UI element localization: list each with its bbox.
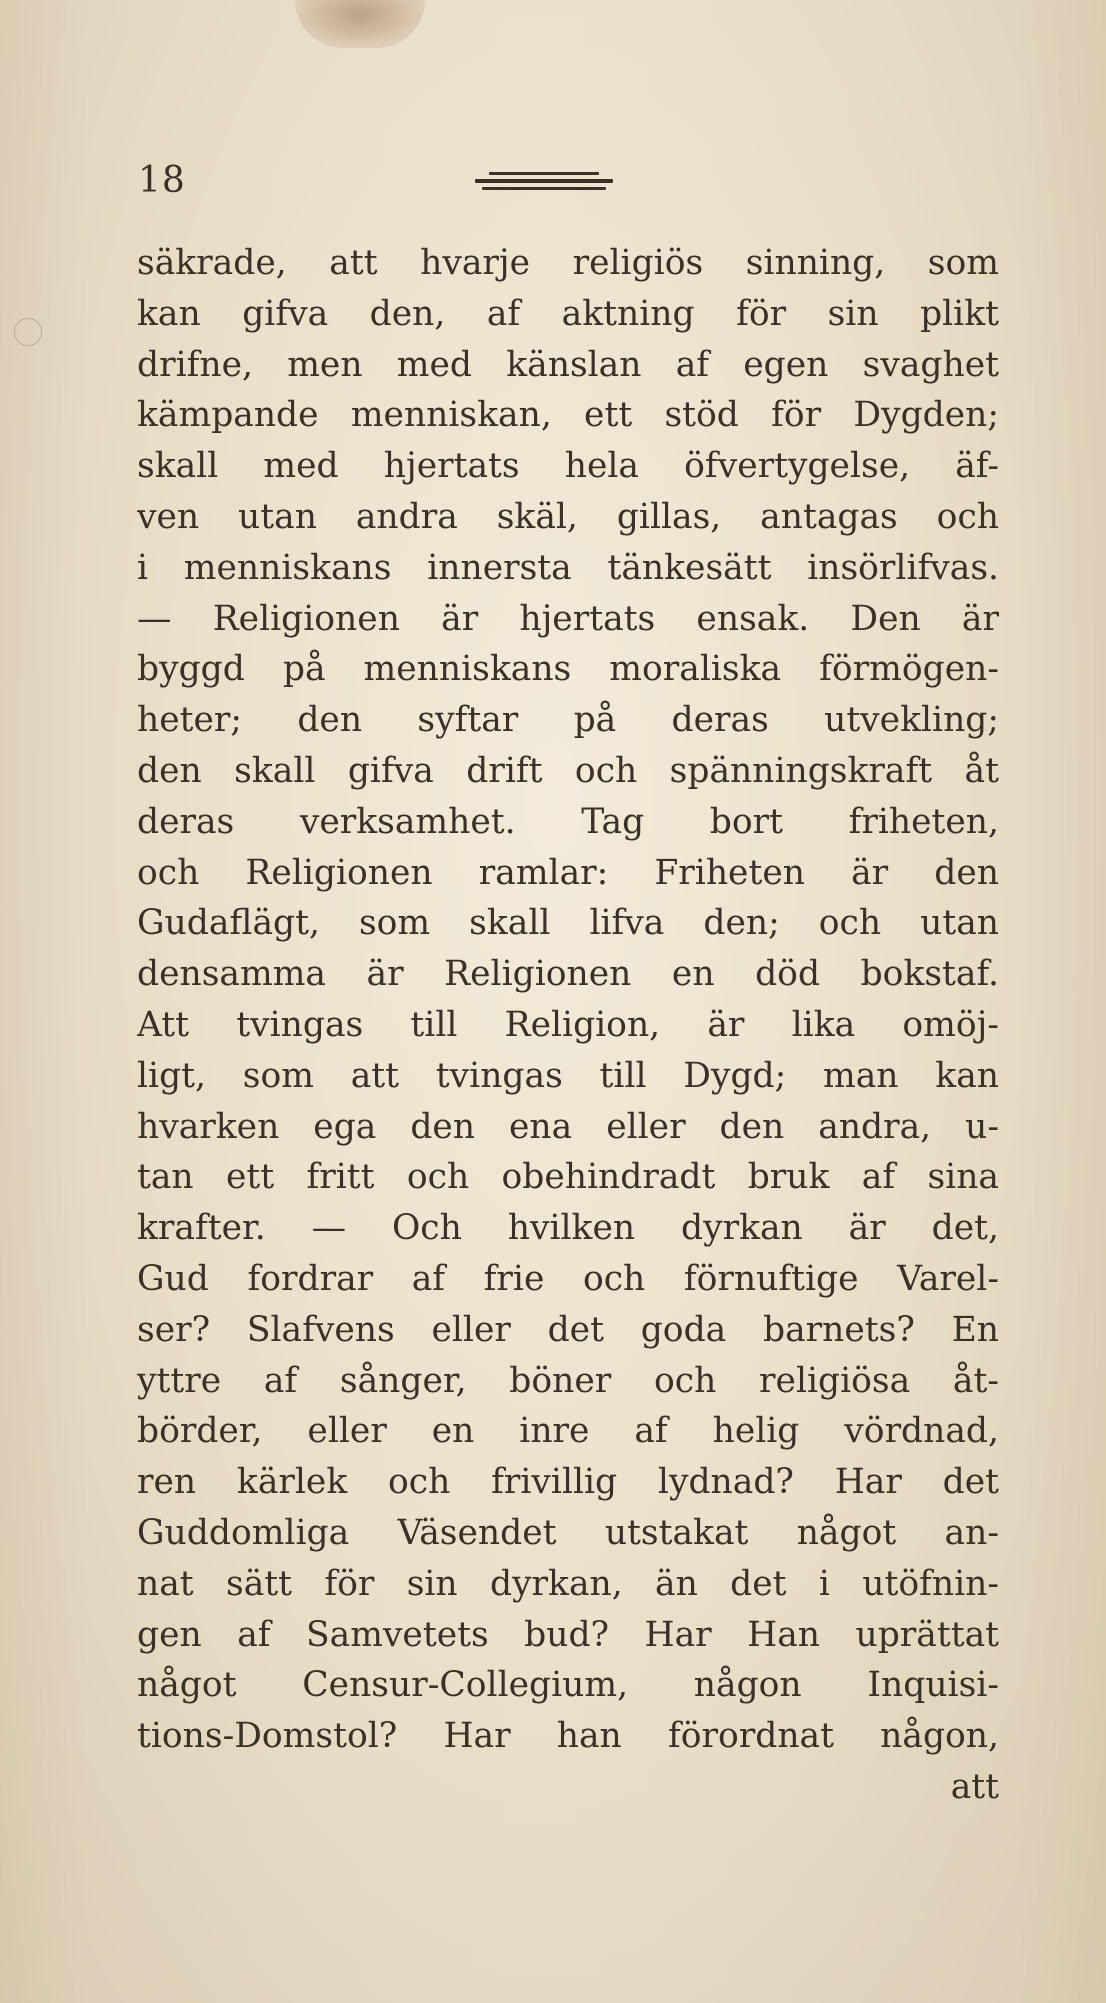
text-line: — Religionen är hjertats ensak. Den är bbox=[137, 598, 999, 639]
margin-mark bbox=[14, 318, 42, 346]
text-line: byggd på menniskans moraliska förmögen- bbox=[137, 649, 999, 690]
text-line: nat sätt för sin dyrkan, än det i utöfnin- bbox=[137, 1563, 999, 1604]
text-line: kämpande menniskan, ett stöd för Dygden; bbox=[137, 395, 999, 436]
text-line: Guddomliga Väsendet utstakat något an- bbox=[137, 1512, 999, 1553]
text-line: Gudaflägt, som skall lifva den; och utan bbox=[137, 903, 999, 944]
text-line: tan ett fritt och obehindradt bruk af sina bbox=[137, 1157, 999, 1198]
text-line: tions-Domstol? Har han förordnat någon, bbox=[137, 1716, 999, 1757]
text-line: ser? Slafvens eller det goda barnets? En bbox=[137, 1309, 999, 1350]
text-line: Gud fordrar af frie och förnuftige Varel- bbox=[137, 1258, 999, 1299]
text-line: något Censur-Collegium, någon Inquisi- bbox=[137, 1665, 999, 1706]
text-line: drifne, men med känslan af egen svaghet bbox=[137, 344, 999, 385]
text-line: börder, eller en inre af helig vördnad, bbox=[137, 1411, 999, 1452]
header-rule-ornament bbox=[475, 172, 613, 194]
catchword: att bbox=[950, 1766, 999, 1807]
page-number: 18 bbox=[138, 160, 186, 201]
text-line: skall med hjertats hela öfvertygelse, äf- bbox=[137, 446, 999, 487]
text-line: den skall gifva drift och spänningskraft åt bbox=[137, 750, 999, 791]
text-line: ven utan andra skäl, gillas, antagas och bbox=[137, 496, 999, 537]
text-line: yttre af sånger, böner och religiösa åt- bbox=[137, 1360, 999, 1401]
text-line: heter; den syftar på deras utvekling; bbox=[137, 700, 999, 741]
text-line: hvarken ega den ena eller den andra, u- bbox=[137, 1106, 999, 1147]
text-line: ren kärlek och frivillig lydnad? Har det bbox=[137, 1462, 999, 1503]
text-line: kan gifva den, af aktning för sin plikt bbox=[137, 293, 999, 334]
text-line: säkrade, att hvarje religiös sinning, som bbox=[137, 243, 999, 283]
text-line: Att tvingas till Religion, är lika omöj- bbox=[137, 1004, 999, 1045]
text-line: krafter. — Och hvilken dyrkan är det, bbox=[137, 1208, 999, 1249]
text-line: deras verksamhet. Tag bort friheten, bbox=[137, 801, 999, 842]
text-line: densamma är Religionen en död bokstaf. bbox=[137, 954, 999, 995]
text-line: gen af Samvetets bud? Har Han uprättat bbox=[137, 1614, 999, 1655]
body-text bbox=[137, 238, 999, 1813]
text-line: i menniskans innersta tänkesätt insörlifvas. bbox=[137, 547, 999, 588]
text-line: och Religionen ramlar: Friheten är den bbox=[137, 852, 999, 893]
text-line: ligt, som att tvingas till Dygd; man kan bbox=[137, 1055, 999, 1096]
